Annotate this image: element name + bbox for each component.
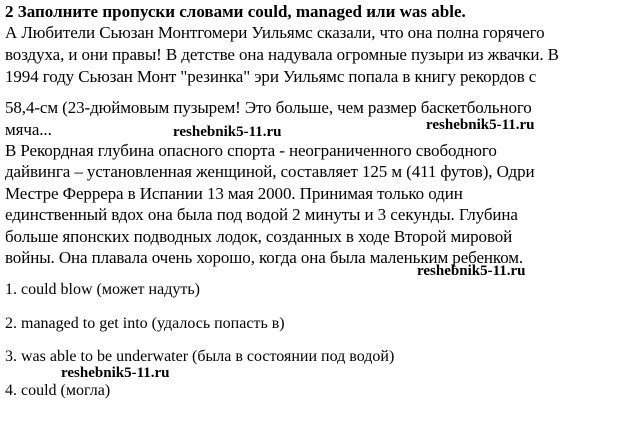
- answer-item: 1. could blow (может надуть): [5, 281, 200, 298]
- text-line: Местре Феррера в Испании 13 мая 2000. Принимая только один: [5, 184, 463, 203]
- exercise-title: 2 Заполните пропуски словами could, managed или was able.: [5, 2, 466, 21]
- text-line: мяча...: [5, 120, 52, 139]
- text-line: 58,4-см (23-дюймовым пузырем! Это больше, чем размер баскетбольного: [5, 98, 532, 117]
- text-line: единственный вдох она была под водой 2 минуты и 3 секунды. Глубина: [5, 205, 518, 224]
- watermark-text: reshebnik5-11.ru: [173, 124, 282, 140]
- watermark-text: reshebnik5-11.ru: [417, 263, 526, 279]
- answer-item: 3. was able to be underwater (была в состоянии под водой): [5, 348, 395, 365]
- text-line: больше японских подводных лодок, созданных в ходе Второй мировой: [5, 227, 513, 246]
- answer-item: 2. managed to get into (удалось попасть в): [5, 315, 285, 332]
- text-line: воздуха, и они правы! В детстве она надувала огромные пузыри из жвачки. В: [5, 45, 559, 64]
- text-line: 1994 году Сьюзан Монт "резинка" эри Уильямс попала в книгу рекордов с: [5, 67, 537, 86]
- text-line: войны. Она плавала очень хорошо, когда она была маленьким ребенком.: [5, 248, 524, 267]
- text-line: В Рекордная глубина опасного спорта - неограниченного свободного: [5, 141, 497, 160]
- watermark-text: reshebnik5-11.ru: [426, 117, 535, 133]
- answer-item: 4. could (могла): [5, 382, 111, 399]
- text-line: дайвинга – установленная женщиной, составляет 125 м (411 футов), Одри: [5, 162, 535, 181]
- watermark-text: reshebnik5-11.ru: [61, 365, 170, 381]
- text-line: А Любители Сьюзан Монтгомери Уильямс сказали, что она полна горячего: [5, 23, 545, 42]
